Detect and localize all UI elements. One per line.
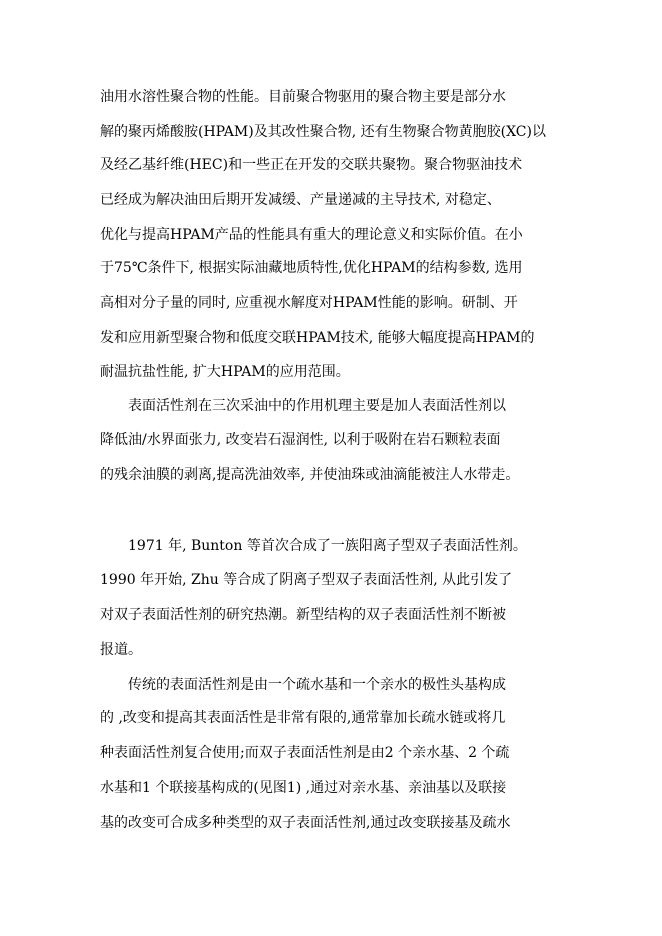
text-line: 油用水溶性聚合物的性能。目前聚合物驱用的聚合物主要是部分水 <box>100 89 506 105</box>
text-line: 基的改变可合成多种类型的双子表面活性剂,通过改变联接基及疏水 <box>100 815 511 831</box>
text-line: 已经成为解决油田后期开发减缓、产量递减的主导技术, 对稳定、 <box>100 192 501 208</box>
text-line: 对双子表面活性剂的研究热潮。新型结构的双子表面活性剂不断被 <box>100 607 506 623</box>
text-line: 降低油/水界面张力, 改变岩石湿润性, 以利于吸附在岩石颗粒表面 <box>100 432 501 448</box>
text-line: 种表面活性剂复合使用;而双子表面活性剂是由2 个亲水基、2 个疏 <box>100 745 510 761</box>
text-line: 的 ,改变和提高其表面活性是非常有限的,通常靠加长疏水链或将几 <box>100 710 506 726</box>
text-line: 报道。 <box>100 642 142 658</box>
text-line: 发和应用新型聚合物和低度交联HPAM技术, 能够大幅度提高HPAM的 <box>100 330 535 346</box>
text-line: 优化与提高HPAM产品的性能具有重大的理论意义和实际价值。在小 <box>100 227 523 243</box>
text-line: 及经乙基纤维(HEC)和一些正在开发的交联共聚物。聚合物驱油技术 <box>100 157 523 173</box>
text-line: 高相对分子量的同时, 应重视水解度对HPAM性能的影响。研制、开 <box>100 295 518 311</box>
text-line: 表面活性剂在三次采油中的作用机理主要是加人表面活性剂以 <box>128 398 506 414</box>
text-line: 解的聚丙烯酸胺(HPAM)及其改性聚合物, 还有生物聚合物黄胞胶(XC)以 <box>100 124 546 140</box>
text-line: 耐温抗盐性能, 扩大HPAM的应用范围。 <box>100 364 350 380</box>
text-line: 传统的表面活性剂是由一个疏水基和一个亲水的极性头基构成 <box>128 677 506 693</box>
text-line: 于75℃条件下, 根据实际油藏地质特性,优化HPAM的结构参数, 选用 <box>100 260 523 276</box>
text-line: 1971 年, Bunton 等首次合成了一族阳离子型双子表面活性剂。 <box>128 538 527 554</box>
text-line: 的残余油膜的剥离,提高洗油效率, 并使油珠或油滴能被注人水带走。 <box>100 467 520 483</box>
text-line: 水基和1 个联接基构成的(见图1) ,通过对亲水基、亲油基以及联接 <box>100 780 507 796</box>
text-line: 1990 年开始, Zhu 等合成了阴离子型双子表面活性剂, 从此引发了 <box>100 572 513 588</box>
